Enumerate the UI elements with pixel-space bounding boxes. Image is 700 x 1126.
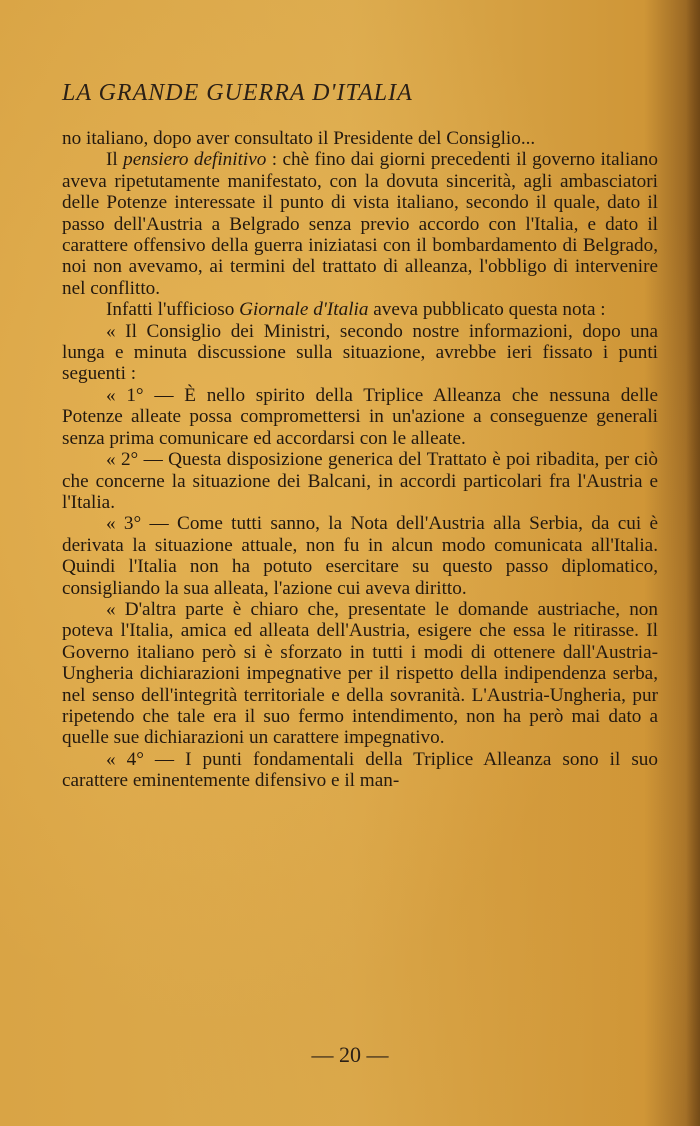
paragraph-8: « D'altra parte è chiaro che, presentate le domande austriache, non poteva l'Italia, amica ed alleata dell'Austria, esigere che essa le ritirasse. Il Governo italiano però si è sforzato in tutti i modi di ottenere dall'Austria-Ungheria dichiarazioni impegnative per il rispetto della indipendenza serba, nel senso dell'integrità territoriale e della sovranità. L'Austria-Ungheria, pur ripetendo che tale era il suo fermo intendimento, non ha però mai dato a quelle sue dichiarazioni un carattere impegnativo. <box>62 598 658 749</box>
emphasis-giornale-ditalia: Giornale d'Italia <box>239 299 369 321</box>
paragraph-7: « 3° — Come tutti sanno, la Nota dell'Austria alla Serbia, da cui è derivata la situazione attuale, non fu in alcun modo comunicata all'Italia. Quindi l'Italia non ha potuto esercitare su questo passo diplomatico, consigliando la sua alleata, l'azione cui aveva diritto. <box>62 513 658 599</box>
page-number: — 20 — <box>311 1042 389 1067</box>
body-text <box>62 128 658 792</box>
paragraph-6: « 2° — Questa disposizione generica del Trattato è poi ribadita, per ciò che concerne la situazione dei Balcani, in accordi particolari fra l'Austria e l'Italia. <box>62 449 658 513</box>
paragraph-9: « 4° — I punti fondamentali della Triplice Alleanza sono il suo carattere eminentemente difensivo e il man- <box>62 748 658 792</box>
emphasis-pensiero-definitivo: pensiero definitivo <box>123 149 267 171</box>
paragraph-5: « 1° — È nello spirito della Triplice Alleanza che nessuna delle Potenze alleate possa compromettersi in un'azione a conseguenze generali senza prima comunicare ed accordarsi con le alleate. <box>62 384 658 449</box>
paragraph-2: Il pensiero definitivo : chè fino dai giorni precedenti il governo italiano aveva ripetutamente manifestato, con la dovuta sincerità, agli ambasciatori delle Potenze interessate il punto di vista italiano, secondo il quale, dato il passo dell'Austria a Belgrado senza previo accordo con l'Italia, e dato il carattere offensivo della guerra iniziatasi con il bombardamento di Belgrado, noi non avevamo, ai termini del trattato di alleanza, l'obbligo di intervenire nel conflitto. <box>62 149 658 299</box>
paragraph-1: no italiano, dopo aver consultato il Presidente del Consiglio... <box>62 128 536 149</box>
page-edge-shadow <box>686 0 700 1126</box>
paragraph-3: Infatti l'ufficioso Giornale d'Italia aveva pubblicato questa nota : <box>106 299 606 321</box>
running-head: LA GRANDE GUERRA D'ITALIA <box>62 80 413 106</box>
paragraph-4: « Il Consiglio dei Ministri, secondo nostre informazioni, dopo una lunga e minuta discussione sulla situazione, avrebbe ieri fissato i punti seguenti : <box>62 320 658 385</box>
